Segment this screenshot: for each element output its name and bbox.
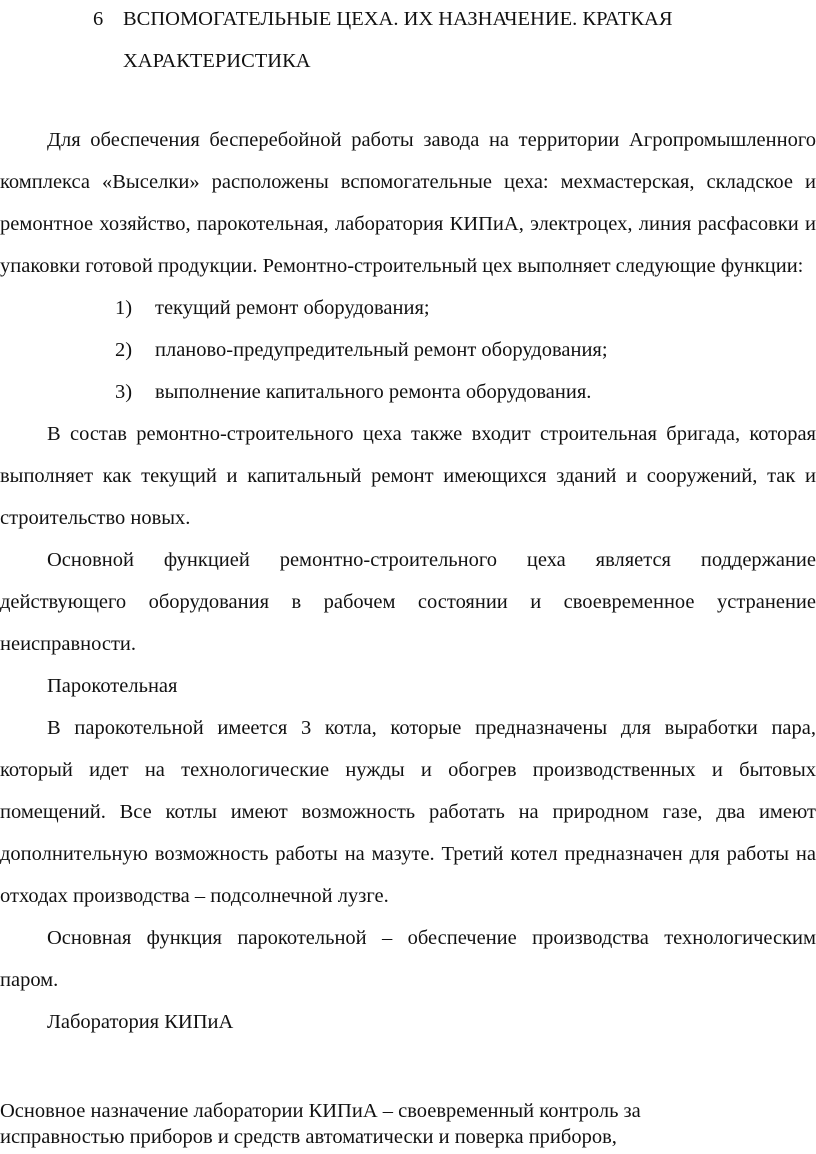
paragraph-intro: Для обеспечения бесперебойной работы завода на территории Агропромышленного комплекса «Выселки» расположены вспомогательные цеха: мехмастерская, складское и ремонтное хозяйство, парокотельная, лаборатория КИПиА, электроцех, линия расфасовки и упаковки готовой продукции. Ремонтно-строительный цех выполняет следующие функции: [0, 129, 816, 277]
paragraph-brigade: В состав ремонтно-строительного цеха также входит строительная бригада, которая выполняет как текущий и капитальный ремонт имеющихся зданий и сооружений, так и строительство новых. [0, 423, 816, 529]
section-heading [93, 0, 813, 82]
paragraph-boilers: В парокотельной имеется 3 котла, которые предназначены для выработки пара, который идет на технологические нужды и обогрев производственных и бытовых помещений. Все котлы имеют возможность работать на природном газе, два имеют дополнительную возможность работы на мазуте. Третий котел предназначен для работы на отходах производства – подсолнечной лузге. [0, 717, 816, 907]
list-number: 3) [115, 381, 133, 403]
list-number: 1) [115, 297, 133, 319]
list-text: планово-предупредительный ремонт оборудования; [155, 339, 608, 361]
subheading-lab: Лаборатория КИПиА [47, 1011, 234, 1033]
paragraph-boiler-function: Основная функция парокотельной – обеспечение производства технологическим паром. [0, 927, 816, 991]
section-number: 6 [93, 8, 104, 30]
subheading-boiler: Парокотельная [47, 675, 178, 697]
section-title-line-2: ХАРАКТЕРИСТИКА [123, 50, 311, 72]
list-text: выполнение капитального ремонта оборудования. [155, 381, 592, 403]
list-item [0, 371, 816, 413]
document-body [0, 119, 816, 1043]
list-item [0, 329, 816, 371]
paragraph-lab [0, 1098, 816, 1150]
section-title-line-1: ВСПОМОГАТЕЛЬНЫЕ ЦЕХА. ИХ НАЗНАЧЕНИЕ. КРАТКАЯ [123, 8, 673, 30]
paragraph-lab-line-1: Основное назначение лаборатории КИПиА – своевременный контроль за [0, 1100, 641, 1122]
list-text: текущий ремонт оборудования; [155, 297, 430, 319]
paragraph-main-function: Основной функцией ремонтно-строительного цеха является поддержание действующего оборудования в рабочем состоянии и своевременное устранение неисправности. [0, 549, 816, 655]
list-item [0, 287, 816, 329]
paragraph-lab-line-2: исправностью приборов и средств автоматически и поверка приборов, [0, 1126, 617, 1148]
list-number: 2) [115, 339, 133, 361]
